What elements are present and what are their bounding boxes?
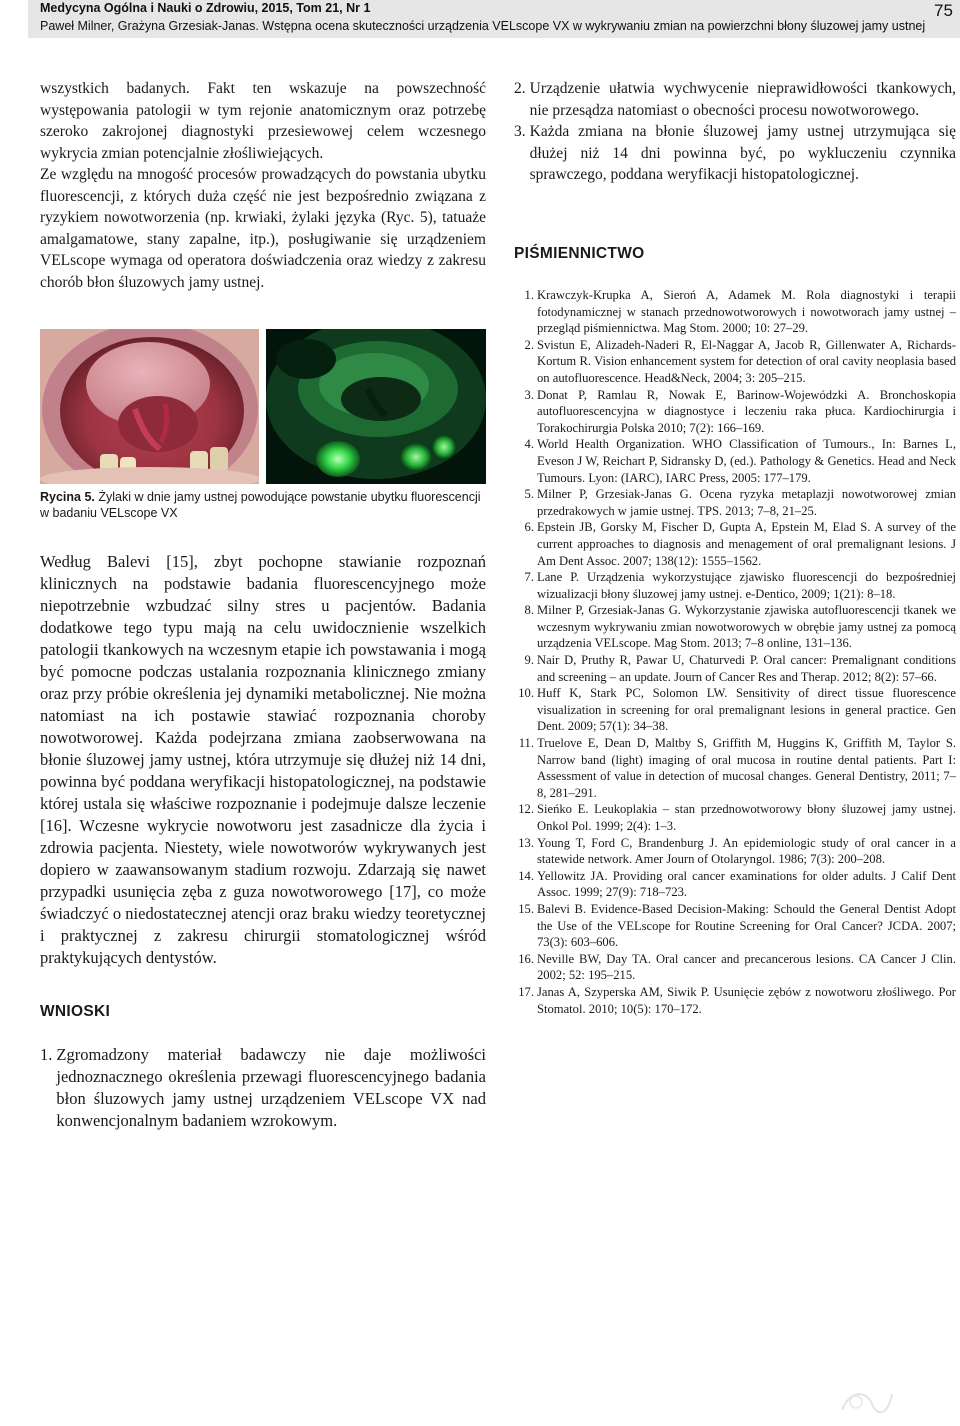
left-column (40, 78, 486, 293)
reference-number: 16. (518, 951, 534, 966)
reference-item (514, 287, 956, 337)
reference-text: Huff K, Stark PC, Solomon LW. Sensitivity of direct tissue fluorescence visualization in screening for oral premalignant lesions in general practice. Gen Dent. 2009; 57(1): 34–38. (537, 686, 956, 734)
list-item (40, 1044, 486, 1132)
reference-item (514, 685, 956, 735)
reference-number: 12. (518, 802, 534, 817)
reference-number: 4. (524, 437, 534, 452)
reference-number: 5. (524, 487, 534, 502)
reference-text: Janas A, Szyperska AM, Siwik P. Usunięcie zębów z nowotworu złośliwego. Por Stomatol. 2010; 10(5): 170–172. (537, 984, 956, 1016)
reference-number: 11. (518, 736, 534, 751)
reference-number: 17. (518, 984, 534, 999)
reference-number: 1. (524, 288, 534, 302)
reference-text: Krawczyk-Krupka A, Sieroń A, Adamek M. Rola diagnostyki i terapii fotodynamicznej w stanach przednowotworowych i nowotworach jamy ustnej – przegląd piśmiennictwa. Mag Stom. 2000; 10: 27–29. (537, 288, 956, 336)
section-heading-references: PIŚMIENNICTWO (514, 245, 645, 262)
reference-text: Svistun E, Alizadeh-Naderi R, El-Naggar A, Jacob R, Gillenwater A, Richards-Kortum R. Vision enhancement system for detection of oral cavity neoplasia based on autofluorescence. Head&Neck, 2004; 3: 205–215. (537, 337, 956, 385)
reference-text: Yellowitz JA. Providing oral cancer examinations for older adults. J Calif Dent Assoc. 1999; 27(9): 718–723. (537, 868, 956, 900)
reference-number: 6. (524, 520, 534, 535)
clinical-photo (40, 329, 259, 484)
reference-number: 8. (524, 603, 534, 618)
section-heading-wnioski: WNIOSKI (40, 1003, 111, 1020)
reference-item (514, 801, 956, 834)
list-number: 3. (514, 123, 526, 140)
running-title: Paweł Milner, Grażyna Grzesiak-Janas. Wstępna ocena skuteczności urządzenia VELscope VX w wykrywaniu zmian na powierzchni błony śluzowej jamy ustnej (40, 19, 926, 33)
reference-text: Balevi B. Evidence-Based Decision-Making: Schould the General Dentist Adopt the Use of the VELscope for Routine Screening for Oral Cancer? JCDA. 2007; 73(3): 603–606. (537, 901, 956, 950)
reference-item (514, 984, 956, 1017)
reference-text: Sieńko E. Leukoplakia – stan przednowotworowy błony śluzowej jamy ustnej. Onkol Pol. 1999; 2(4): 1–3. (537, 802, 956, 833)
reference-text: Truelove E, Dean D, Maltby S, Griffith M, Huggins K, Griffith M, Taylor S. Narrow band (light) imaging of oral mucosa in routine dental patients. Part I: Assessment of value in detection of mucosal changes. General Dentistry, 2011; 7–8, 281–291. (537, 736, 956, 800)
reference-item (514, 735, 956, 801)
figure-5 (40, 329, 486, 484)
list-text: Każda zmiana na błonie śluzowej jamy ustnej utrzymująca się dłużej niż 14 dni powinna być, po wykluczeniu czynnika sprawczego, poddana weryfikacji histopatologicznej. (529, 123, 956, 183)
reference-number: 9. (524, 653, 534, 668)
reference-item (514, 337, 956, 387)
reference-number: 2. (524, 337, 534, 352)
reference-text: Donat P, Ramlau R, Nowak E, Barinow-Wojewódzki A. Bronchoskopia autofluorescencyjna w diagnostyce i leczeniu raka płuca. Kardiochirurgia i Torakochirurgia Polska 2010; 7(2): 166–169. (537, 387, 956, 435)
paragraph: wszystkich badanych. Fakt ten wskazuje na powszechność występowania patologii w tym rejonie anatomicznym oraz potrzebę szeroko zakrojonej diagnostyki przesiewowej celem wczesnego wykrycia zmian potencjalnie złośliwiejących. (40, 80, 486, 162)
body-text (40, 551, 486, 969)
reference-text: Young T, Ford C, Brandenburg J. An epidemiologic study of oral cancer in a statewide network. Amer Journ of Otolaryngol. 1986; 7(3): 200–208. (537, 835, 956, 867)
reference-text: Lane P. Urządzenia wykorzystujące zjawisko fluorescencji do bezpośredniej wizualizacji błony śluzowej jamy ustnej. e-Dentico, 2009; 1(21): 8–18. (537, 570, 956, 601)
list-number: 1. (40, 1045, 53, 1064)
reference-text: Milner P, Grzesiak-Janas G. Ocena ryzyka metaplazji nowotworowej zmian przedrakowych w jamie ustnej. TPS. 2013; 7–8, 21–25. (537, 487, 956, 518)
reference-item (514, 868, 956, 901)
list-text: Zgromadzony materiał badawczy nie daje możliwości jednoznacznego określenia przewagi fluorescencyjnego badania błon śluzowych jamy ustnej urządzeniem VELscope VX nad konwencjonalnym badaniem wzrokowym. (56, 1045, 486, 1130)
caption-label: Rycina 5. (40, 490, 95, 504)
reference-text: World Health Organization. WHO Classification of Tumours., In: Barnes L, Eveson J W, Reichart P, Sidransky D, (ed.). Pathology & Genetics. Head and Neck Tumours. Lyon: (IARC), IARC Press, 2005: 177–179. (537, 437, 956, 485)
reference-item (514, 835, 956, 868)
right-column (514, 78, 956, 186)
reference-item (514, 436, 956, 486)
paragraph: Według Balevi [15], zbyt pochopne stawianie rozpoznań klinicznych na podstawie badania fluorescencyjnego może niepotrzebnie wzbudzać silny stres u pacjentów. Badania dodatkowe tego typu mają na celu uwidocznienie wszelkich patologii tkankowych na wczesnym etapie ich powstawania i mogą być pomocne podczas ustalania rozpoznania klinicznego zmiany oraz przy próbie określenia jej dynamiki metabolicznej. Nie można natomiast na ich postawie stawiać rozpoznania choroby nowotworowej. Każda podejrzana zmiana zaobserwowana na błonie śluzowej jamy ustnej, która utrzymuje się dłużej niż 14 dni, powinna być poddana weryfikacji histopatologicznej, na podstawie której ustala się właściwe rozpoznanie i podejmuje dalsze leczenie [16]. Wczesne wykrycie nowotworu jest zasadnicze dla życia i zdrowia pacjenta. Niestety, wiele nowotworów wykrywanych jest dopiero w zaawansowanym stadium rozwoju. Zdarzają się nawet przypadki usunięcia zęba z guza nowotworowego [17], co może świadczyć o niedostatecznej atencji oraz braku wiedzy teoretycznej i praktycznej z zakresu chirurgii stomatologicznej wśród praktykujących dentystów. (40, 552, 486, 967)
reference-text: Nair D, Pruthy R, Pawar U, Chaturvedi P. Oral cancer: Premalignant conditions and screening – an update. Journ of Cancer Res and Therap. 2012; 8(2): 57–66. (537, 653, 956, 684)
list-number: 2. (514, 80, 526, 97)
reference-number: 13. (518, 835, 534, 850)
paragraph: Ze względu na mnogość procesów prowadzących do powstania ubytku fluorescencji, z których duża część nie jest bezpośrednio związana z ryzykiem nowotworzenia (np. krwiaki, żylaki języka (Ryc. 5), tatuaże amalgamatowe, stany zapalne, itp.), posługiwanie się urządzeniem VELscope wymaga od operatora doświadczenia oraz wiedzy z zakresu chorób błon śluzowych jamy ustnej. (40, 166, 486, 291)
page-number: 75 (934, 1, 953, 20)
conclusions-list (40, 1044, 486, 1132)
reference-item (514, 951, 956, 984)
reference-item (514, 387, 956, 437)
list-item (514, 78, 956, 121)
caption-text: Żylaki w dnie jamy ustnej powodujące powstanie ubytku fluorescencji w badaniu VELscope VX (40, 490, 481, 520)
reference-item (514, 652, 956, 685)
reference-item (514, 486, 956, 519)
reference-item (514, 901, 956, 951)
reference-number: 14. (518, 868, 534, 883)
reference-item (514, 569, 956, 602)
journal-title: Medycyna Ogólna i Nauki o Zdrowiu, 2015, Tom 21, Nr 1 (40, 1, 371, 15)
reference-text: Epstein JB, Gorsky M, Fischer D, Gupta A, Epstein M, Elad S. A survey of the current approaches to diagnosis and menagement of oral premalignant lesions. J Am Dent Assoc. 2007; 138(12): 1555–1562. (537, 520, 956, 568)
reference-number: 7. (524, 570, 534, 585)
figure-caption (40, 489, 486, 521)
reference-item (514, 519, 956, 569)
reference-number: 3. (524, 387, 534, 402)
watermark-logo-icon (836, 1384, 896, 1416)
reference-text: Neville BW, Day TA. Oral cancer and precancerous lesions. CA Cancer J Clin. 2002; 52: 195–215. (537, 951, 956, 983)
reference-text: Milner P, Grzesiak-Janas G. Wykorzystanie zjawiska autofluorescencji tkanek we wczesnym wykrywaniu zmian nowotworowych w obrębie jamy ustnej za pomocą urządzenia VELscope. Mag Stom. 2013; 7–8 online, 131–136. (537, 603, 956, 651)
reference-item (514, 602, 956, 652)
reference-number: 10. (518, 686, 534, 701)
list-text: Urządzenie ułatwia wychwycenie nieprawidłowości tkankowych, nie przesądza natomiast o obecności procesu nowotworowego. (529, 80, 956, 119)
list-item (514, 121, 956, 186)
reference-list (514, 287, 956, 1017)
velscope-fluorescence-photo (266, 329, 486, 484)
reference-number: 15. (518, 901, 534, 916)
